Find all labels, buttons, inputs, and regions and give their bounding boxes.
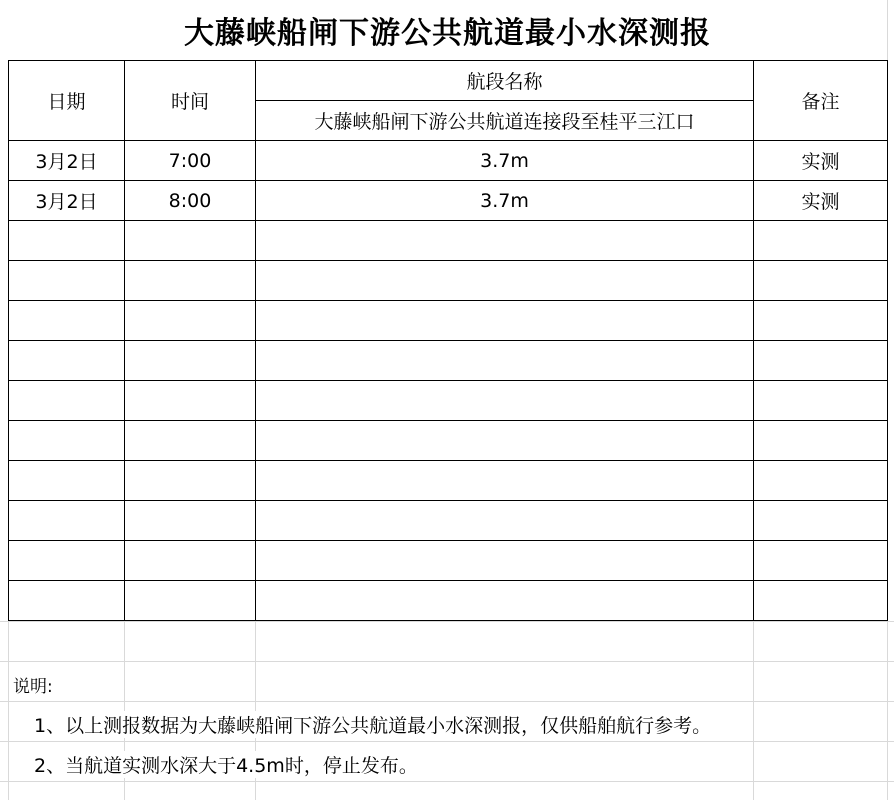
cell-depth[interactable] [256, 301, 754, 341]
cell-depth[interactable] [256, 341, 754, 381]
header-time[interactable]: 时间 [125, 61, 256, 141]
cell-depth[interactable] [256, 461, 754, 501]
cell-depth[interactable] [256, 501, 754, 541]
table-row [9, 141, 888, 181]
cell-date[interactable] [9, 381, 125, 421]
cell-date[interactable]: 3月2日 [9, 181, 125, 221]
cell-time[interactable] [125, 461, 256, 501]
cell-time[interactable] [125, 381, 256, 421]
table-row-empty [9, 261, 888, 301]
cell-date[interactable] [9, 501, 125, 541]
note-item: 2、当航道实测水深大于4.5m时，停止发布。 [34, 751, 418, 778]
cell-depth[interactable] [256, 421, 754, 461]
cell-depth[interactable] [256, 221, 754, 261]
cell-remark[interactable] [754, 421, 888, 461]
table-row-empty [9, 421, 888, 461]
cell-time[interactable] [125, 261, 256, 301]
table-row-empty [9, 581, 888, 621]
cell-time[interactable] [125, 541, 256, 581]
cell-time[interactable] [125, 221, 256, 261]
cell-remark[interactable] [754, 581, 888, 621]
cell-time[interactable] [125, 581, 256, 621]
cell-remark[interactable] [754, 541, 888, 581]
cell-date[interactable] [9, 301, 125, 341]
table-row-empty [9, 501, 888, 541]
cell-date[interactable] [9, 421, 125, 461]
cell-date[interactable] [9, 261, 125, 301]
table-row-empty [9, 541, 888, 581]
cell-time[interactable]: 8:00 [125, 181, 256, 221]
cell-remark[interactable] [754, 381, 888, 421]
cell-date[interactable] [9, 221, 125, 261]
cell-remark[interactable] [754, 501, 888, 541]
cell-time[interactable]: 7:00 [125, 141, 256, 181]
cell-date[interactable] [9, 461, 125, 501]
header-section-name[interactable]: 航段名称 [256, 61, 754, 101]
cell-depth[interactable] [256, 381, 754, 421]
cell-remark[interactable] [754, 301, 888, 341]
grid-line [0, 741, 894, 742]
cell-depth[interactable] [256, 541, 754, 581]
table-row-empty [9, 341, 888, 381]
report-title: 大藤峡船闸下游公共航道最小水深测报 [8, 0, 887, 60]
cell-date[interactable]: 3月2日 [9, 141, 125, 181]
cell-depth[interactable]: 3.7m [256, 141, 754, 181]
grid-line [0, 781, 894, 782]
notes-label: 说明: [13, 672, 53, 697]
header-section-detail[interactable]: 大藤峡船闸下游公共航道连接段至桂平三江口 [256, 101, 754, 141]
cell-depth[interactable] [256, 581, 754, 621]
header-remark[interactable]: 备注 [754, 61, 888, 141]
depth-report-table [8, 60, 888, 621]
table-row-empty [9, 301, 888, 341]
table-row-empty [9, 221, 888, 261]
cell-time[interactable] [125, 421, 256, 461]
grid-line [0, 661, 894, 662]
cell-remark[interactable]: 实测 [754, 141, 888, 181]
table-row [9, 181, 888, 221]
cell-date[interactable] [9, 581, 125, 621]
cell-remark[interactable] [754, 261, 888, 301]
cell-time[interactable] [125, 501, 256, 541]
table-row-empty [9, 381, 888, 421]
cell-depth[interactable] [256, 261, 754, 301]
cell-date[interactable] [9, 541, 125, 581]
cell-depth[interactable]: 3.7m [256, 181, 754, 221]
grid-line [0, 701, 894, 702]
header-date[interactable]: 日期 [9, 61, 125, 141]
cell-remark[interactable] [754, 461, 888, 501]
cell-remark[interactable]: 实测 [754, 181, 888, 221]
cell-remark[interactable] [754, 341, 888, 381]
cell-time[interactable] [125, 301, 256, 341]
cell-remark[interactable] [754, 221, 888, 261]
grid-line [0, 621, 894, 622]
cell-time[interactable] [125, 341, 256, 381]
table-row-empty [9, 461, 888, 501]
cell-date[interactable] [9, 341, 125, 381]
note-item: 1、以上测报数据为大藤峡船闸下游公共航道最小水深测报，仅供船舶航行参考。 [34, 711, 711, 738]
header-row [9, 61, 888, 101]
